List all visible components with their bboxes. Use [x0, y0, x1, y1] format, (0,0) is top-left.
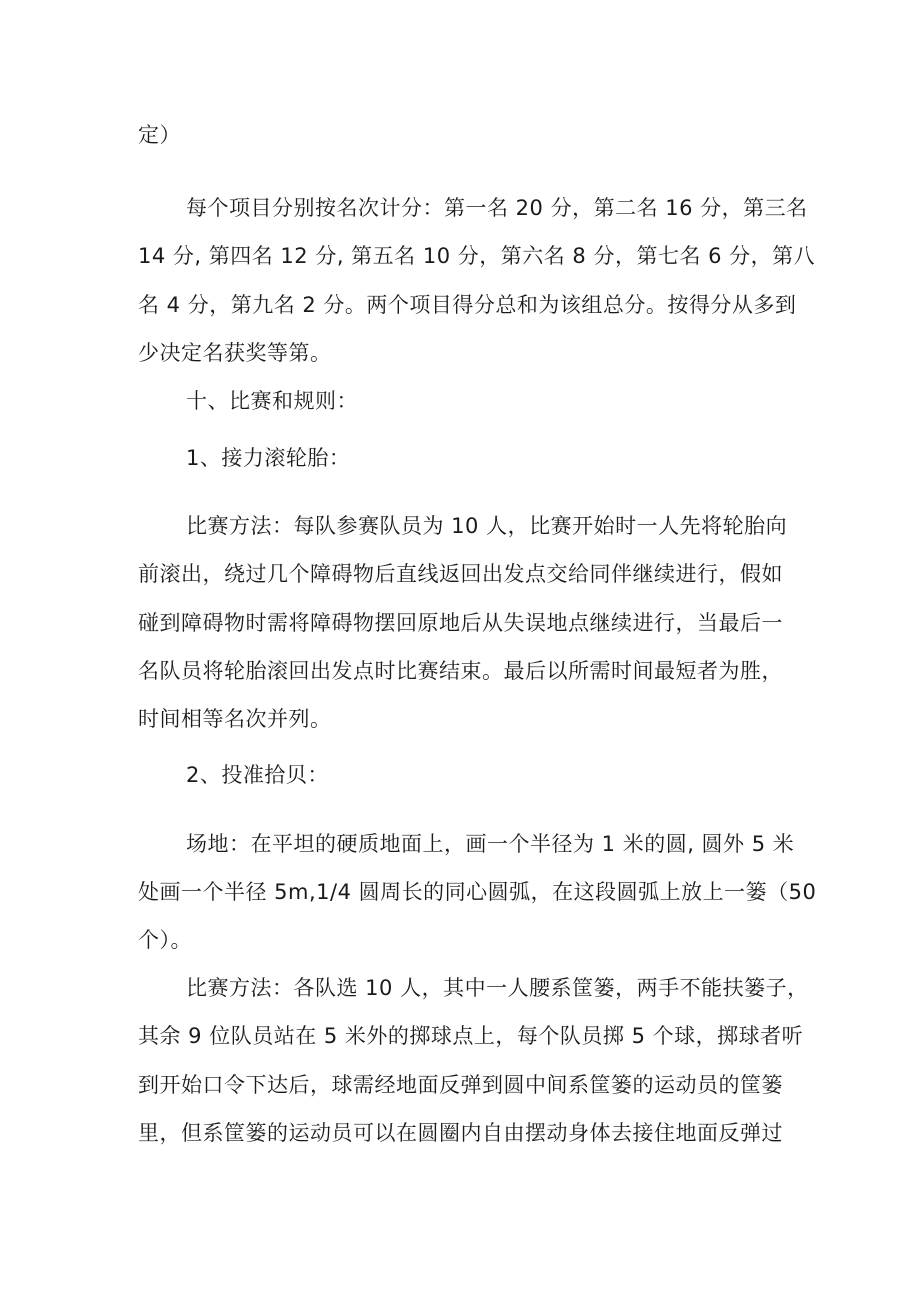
item1-method-line-3: 碰到障碍物时需将障碍物摆回原地后从失误地点继续进行，当最后一 — [138, 611, 783, 635]
section-heading: 十、比赛和规则： — [186, 389, 358, 413]
item2-method-line-3: 到开始口令下达后，球需经地面反弹到圆中间系筐篓的运动员的筐篓 — [138, 1073, 783, 1097]
item1-method-line-4: 名队员将轮胎滚回出发点时比赛结束。最后以所需时间最短者为胜， — [138, 659, 783, 683]
item1-method-line-5: 时间相等名次并列。 — [138, 707, 332, 731]
scoring-line-1: 每个项目分别按名次计分：第一名 20 分，第二名 16 分，第三名 — [186, 196, 808, 220]
item1-method-line-1: 比赛方法：每队参赛队员为 10 人，比赛开始时一人先将轮胎向 — [186, 514, 788, 538]
scoring-line-2: 14 分, 第四名 12 分, 第五名 10 分，第六名 8 分，第七名 6 分，第八 — [138, 244, 816, 268]
item2-method-line-2: 其余 9 位队员站在 5 米外的掷球点上，每个队员掷 5 个球，掷球者听 — [138, 1024, 804, 1048]
item2-method-line-4: 里，但系筐篓的运动员可以在圆圈内自由摆动身体去接住地面反弹过 — [138, 1121, 783, 1145]
item1-heading: 1、接力滚轮胎： — [186, 446, 351, 470]
item2-venue-line-3: 个）。 — [138, 928, 192, 952]
item2-venue-line-2: 处画一个半径 5m,1/4 圆周长的同心圆弧，在这段圆弧上放上一篓（50 — [138, 880, 817, 904]
item2-venue-line-1: 场地：在平坦的硬质地面上，画一个半径为 1 米的圆, 圆外 5 米 — [186, 832, 795, 856]
item2-method-line-1: 比赛方法：各队选 10 人，其中一人腰系筐篓，两手不能扶篓子， — [186, 976, 809, 1000]
fragment-end: 定） — [138, 123, 181, 147]
item1-method-line-2: 前滚出，绕过几个障碍物后直线返回出发点交给同伴继续进行，假如 — [138, 562, 783, 586]
item2-heading: 2、投准拾贝： — [186, 763, 329, 787]
scoring-line-4: 少决定名获奖等第。 — [138, 341, 332, 365]
scoring-line-3: 名 4 分，第九名 2 分。两个项目得分总和为该组总分。按得分从多到 — [138, 293, 797, 317]
